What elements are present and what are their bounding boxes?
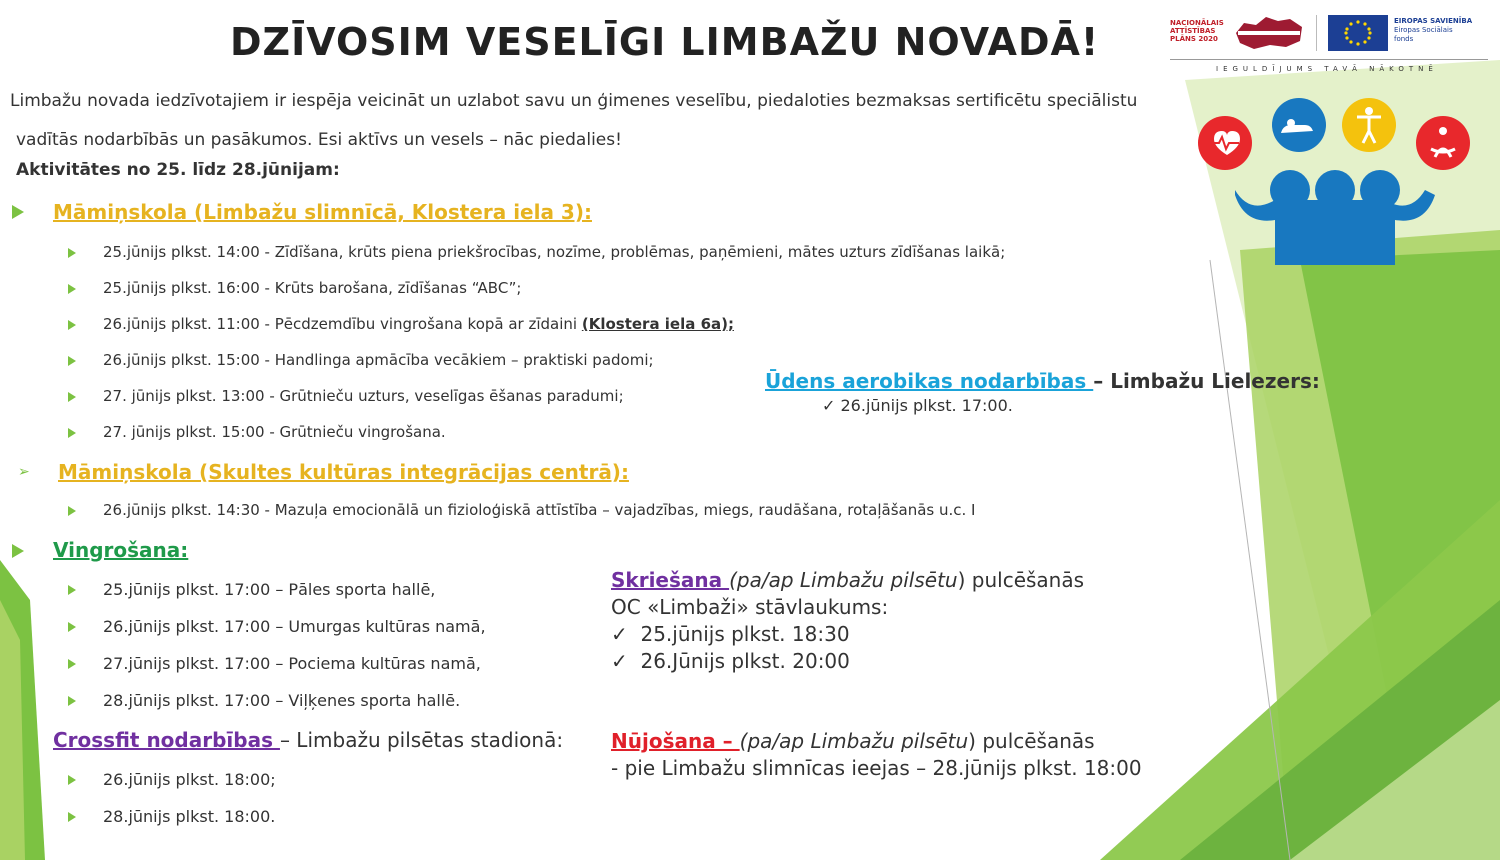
bullet-arrow-icon: [68, 506, 76, 516]
list-item: 25.jūnijs plkst. 14:00 - Zīdīšana, krūts piena priekšrocības, nozīme, problēmas, paņēmieni, mātes uzturs zīdīšanas laikā;: [103, 243, 1006, 261]
section-nujosana: [611, 728, 1142, 782]
section-nujosana-place: - pie Limbažu slimnīcas ieejas – 28.jūnijs plkst. 18:00: [611, 756, 1142, 780]
bullet-arrow-icon: [68, 622, 76, 632]
section-heading-maminskola-2: Māmiņskola (Skultes kultūras integrācijas centrā):: [58, 460, 629, 484]
bullet-arrow-icon: [68, 284, 76, 294]
latvia-map-icon: [1234, 15, 1306, 51]
bullet-arrow-icon: [68, 248, 76, 258]
list-item: 28.jūnijs plkst. 18:00.: [103, 807, 276, 826]
list-item: 25.jūnijs plkst. 17:00 – Pāles sporta hallē,: [103, 580, 436, 599]
bullet-arrow-icon: [68, 320, 76, 330]
bullet-arrow-icon: [68, 356, 76, 366]
intro-line-2: vadītās nodarbībās un pasākumos. Esi aktīvs un vesels – nāc piedalies!: [16, 130, 622, 150]
list-item: 26.jūnijs plkst. 14:30 - Mazuļa emocionālā un fizioloģiskā attīstība – vajadzības, miegs, raudāšana, rotaļāšanās u.c. I: [103, 501, 976, 519]
list-item: [611, 621, 1084, 648]
section-nujosana-suffix: ) pulcēšanās: [968, 729, 1095, 753]
list-item: [611, 648, 1084, 675]
section-heading-skriesana: Skriešana: [611, 568, 730, 592]
slogan: IEGULDĪJUMS TAVĀ NĀKOTNĒ: [1216, 65, 1438, 73]
list-item: 26.jūnijs plkst. 17:00 – Umurgas kultūras namā,: [103, 617, 486, 636]
bullet-arrow-icon: [68, 428, 76, 438]
bullet-arrow-icon: [12, 205, 24, 219]
list-item-text: 26.jūnijs plkst. 11:00 - Pēcdzemdību vingrošana kopā ar zīdaini: [103, 315, 582, 333]
section-crossfit-location: – Limbažu pilsētas stadionā:: [279, 728, 564, 752]
section-skriesana-suffix: ) pulcēšanās: [957, 568, 1085, 592]
list-item: 27.jūnijs plkst. 17:00 – Pociema kultūras namā,: [103, 654, 481, 673]
eu-logo-text-1: EIROPAS SAVIENĪBA: [1394, 17, 1473, 25]
list-item: [822, 396, 1013, 415]
section-heading-maminskola-1: Māmiņskola (Limbažu slimnīcā, Klostera iela 3):: [53, 200, 592, 224]
list-item-text: 26.jūnijs plkst. 17:00.: [840, 396, 1013, 415]
list-item: 26.jūnijs plkst. 18:00;: [103, 770, 276, 789]
people-group-icon: [1235, 170, 1435, 265]
list-item-text: 25.jūnijs plkst. 18:30: [640, 622, 850, 646]
healthy-people-illustration: [1195, 95, 1480, 265]
bullet-chevron-icon: ➢: [18, 464, 30, 480]
list-item: 27. jūnijs plkst. 15:00 - Grūtnieču vingrošana.: [103, 423, 446, 441]
nap-logo-text-1: NACIONĀLAIS: [1170, 19, 1224, 27]
eu-logo-text-2: Eiropas Sociālais: [1394, 26, 1453, 34]
activities-subheading: Aktivitātes no 25. līdz 28.jūnijam:: [16, 160, 340, 180]
intro-line-1: Limbažu novada iedzīvotajiem ir iespēja veicināt un uzlabot savu un ģimenes veselību, piedaloties bezmaksas sertificētu speciālistu: [10, 91, 1138, 111]
section-heading-udens: Ūdens aerobikas nodarbības: [765, 369, 1094, 393]
bullet-arrow-icon: [12, 544, 24, 558]
section-skriesana-place: OC «Limbaži» stāvlaukums:: [611, 595, 889, 619]
check-icon: ✓: [611, 622, 641, 646]
bullet-arrow-icon: [68, 392, 76, 402]
section-heading-crossfit: Crossfit nodarbības: [53, 728, 280, 752]
section-nujosana-route: (pa/ap Limbažu pilsētu: [739, 729, 969, 753]
list-item: [103, 315, 734, 333]
yoga-icon: [1416, 116, 1470, 170]
section-heading-vingrosana: Vingrošana:: [53, 538, 189, 562]
list-item: 27. jūnijs plkst. 13:00 - Grūtnieču uzturs, veselīgas ēšanas paradumi;: [103, 387, 624, 405]
bullet-arrow-icon: [68, 812, 76, 822]
section-crossfit: [53, 728, 563, 752]
intro-text: [10, 82, 1160, 160]
list-item-text: 26.Jūnijs plkst. 20:00: [640, 649, 850, 673]
list-item: 28.jūnijs plkst. 17:00 – Viļķenes sporta hallē.: [103, 691, 461, 710]
check-icon: ✓: [611, 649, 641, 673]
nap-logo-text-3: PLĀNS 2020: [1170, 35, 1218, 43]
section-heading-nujosana: Nūjošana –: [611, 729, 740, 753]
check-icon: ✓: [822, 396, 841, 415]
funding-logos: [1170, 15, 1490, 75]
eu-logo-text-3: fonds: [1394, 35, 1414, 43]
nap-logo-text-2: ATTĪSTĪBAS: [1170, 27, 1216, 35]
list-item: 26.jūnijs plkst. 15:00 - Handlinga apmācība vecākiem – praktiski padomi;: [103, 351, 654, 369]
page-title: DZĪVOSIM VESELĪGI LIMBAŽU NOVADĀ!: [230, 20, 1100, 64]
section-skriesana-route: (pa/ap Limbažu pilsētu: [729, 568, 958, 592]
section-skriesana: [611, 567, 1084, 675]
list-item-location: (Klostera iela 6a);: [581, 315, 734, 333]
bullet-arrow-icon: [68, 585, 76, 595]
bullet-arrow-icon: [68, 659, 76, 669]
list-item: 25.jūnijs plkst. 16:00 - Krūts barošana, zīdīšanas “ABC”;: [103, 279, 522, 297]
bullet-arrow-icon: [68, 775, 76, 785]
section-udens-location: – Limbažu Lielezers:: [1093, 369, 1320, 393]
bullet-arrow-icon: [68, 696, 76, 706]
section-udens: [765, 369, 1320, 393]
eu-flag-icon: [1328, 15, 1388, 51]
